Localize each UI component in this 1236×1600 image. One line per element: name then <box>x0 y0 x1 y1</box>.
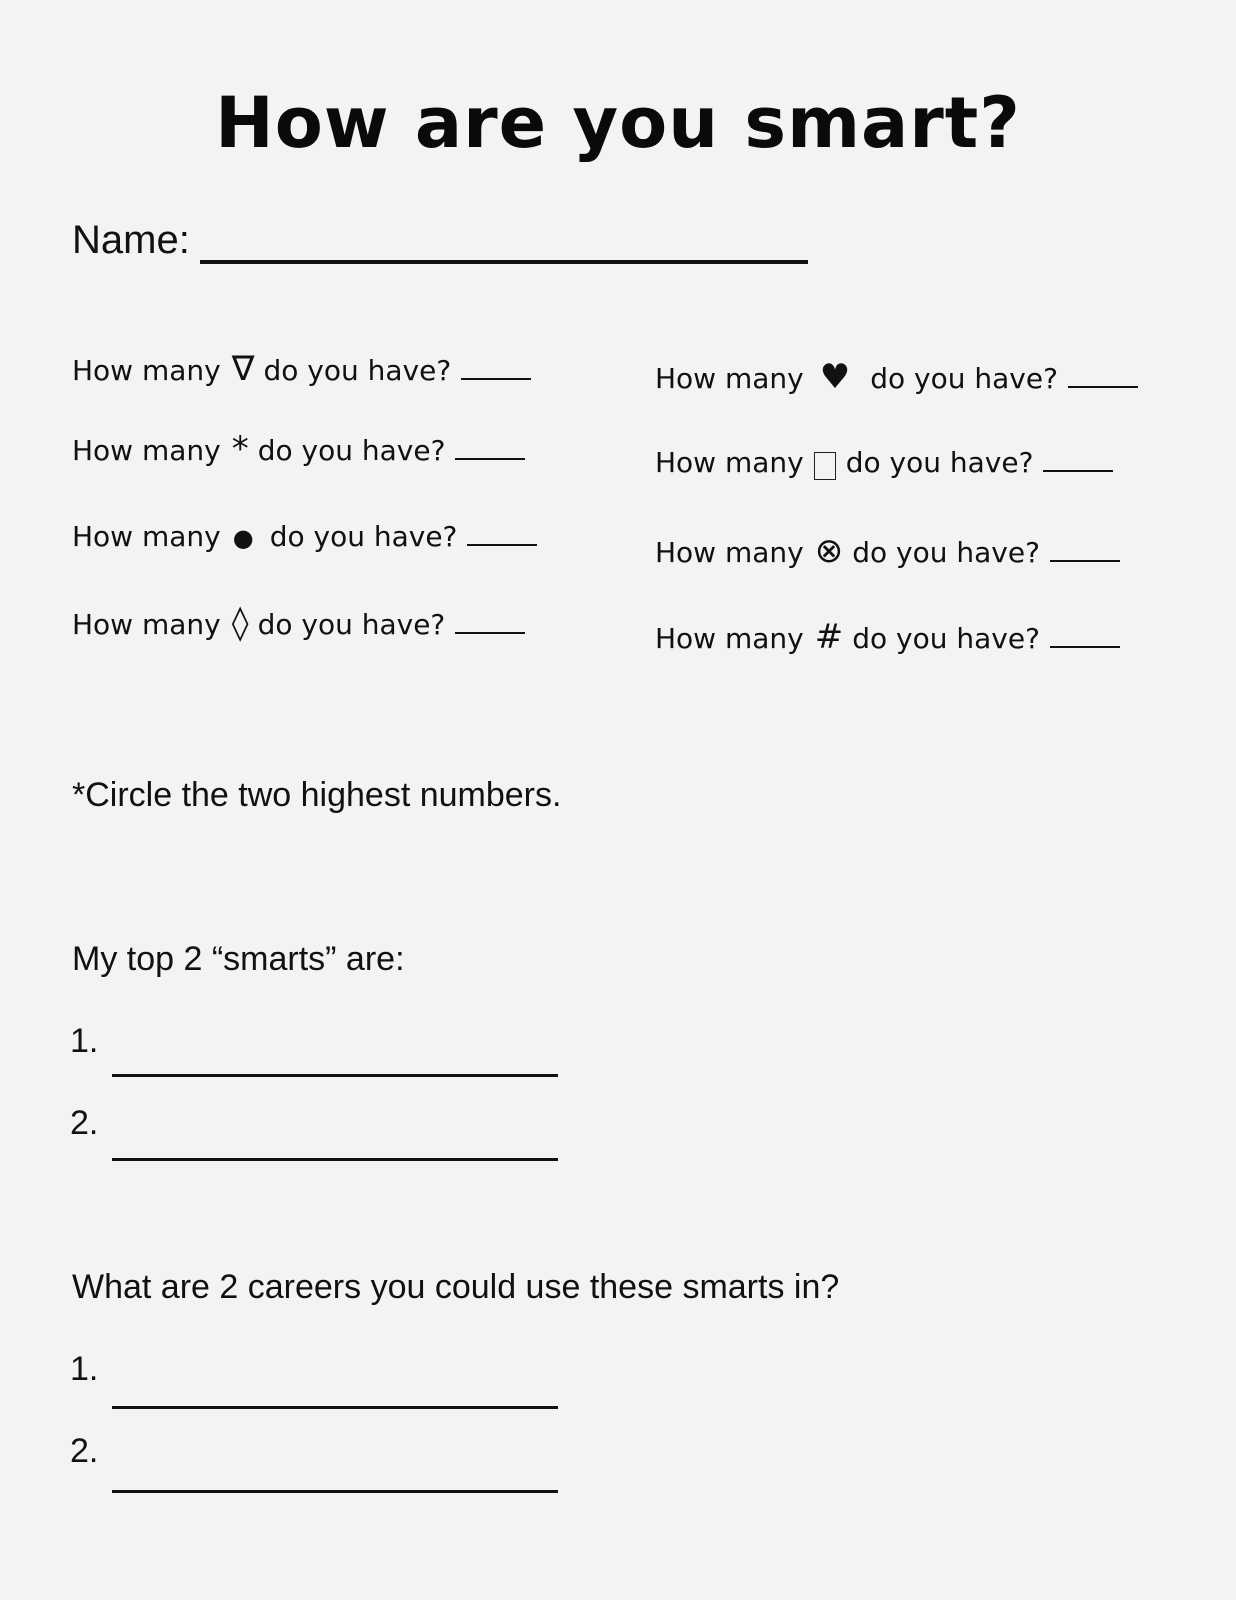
diamond-icon: ◊ <box>231 603 249 643</box>
top-smarts-heading: My top 2 “smarts” are: <box>72 940 405 978</box>
top-smarts-answer-line-2[interactable] <box>112 1158 558 1161</box>
answer-blank[interactable] <box>1043 469 1113 472</box>
nabla-icon: ∇ <box>231 349 255 389</box>
question-prefix: How many <box>655 446 804 479</box>
careers-answer-line-1[interactable] <box>112 1406 558 1409</box>
answer-blank[interactable] <box>455 457 525 460</box>
question-suffix: do you have? <box>845 446 1034 479</box>
careers-heading: What are 2 careers you could use these smarts in? <box>72 1268 840 1306</box>
dot-icon: ● <box>232 524 254 552</box>
question-suffix: do you have? <box>870 362 1058 395</box>
instruction-text: *Circle the two highest numbers. <box>72 776 562 814</box>
question-left-1 <box>72 349 531 389</box>
top-smarts-number-2: 2. <box>70 1104 99 1142</box>
question-suffix: do you have? <box>852 536 1040 569</box>
question-left-3 <box>72 520 537 553</box>
question-suffix: do you have? <box>852 622 1040 655</box>
name-label: Name: <box>72 218 190 262</box>
heart-icon: ♥ <box>819 357 851 397</box>
question-prefix: How many <box>72 434 221 467</box>
question-right-4 <box>655 617 1120 657</box>
name-field-line[interactable] <box>200 260 808 264</box>
question-right-1 <box>655 357 1138 397</box>
question-left-2 <box>72 429 525 469</box>
hash-icon: # <box>814 617 844 657</box>
answer-blank[interactable] <box>1050 559 1120 562</box>
page-title: How are you smart? <box>215 82 1021 164</box>
question-left-4 <box>72 603 525 643</box>
question-prefix: How many <box>72 608 221 641</box>
top-smarts-answer-line-1[interactable] <box>112 1074 558 1077</box>
answer-blank[interactable] <box>461 377 531 380</box>
square-icon <box>814 452 836 480</box>
asterisk-icon: * <box>231 429 249 469</box>
circled-times-icon: ⊗ <box>814 531 844 571</box>
question-prefix: How many <box>655 536 804 569</box>
answer-blank[interactable] <box>455 631 525 634</box>
question-prefix: How many <box>655 622 804 655</box>
question-suffix: do you have? <box>257 434 446 467</box>
question-suffix: do you have? <box>269 520 458 553</box>
question-prefix: How many <box>72 520 221 553</box>
answer-blank[interactable] <box>1050 645 1120 648</box>
question-suffix: do you have? <box>257 608 446 641</box>
question-right-2 <box>655 446 1113 479</box>
answer-blank[interactable] <box>467 543 537 546</box>
answer-blank[interactable] <box>1068 385 1138 388</box>
question-prefix: How many <box>655 362 804 395</box>
careers-number-1: 1. <box>70 1350 99 1388</box>
top-smarts-number-1: 1. <box>70 1022 99 1060</box>
careers-answer-line-2[interactable] <box>112 1490 558 1493</box>
question-suffix: do you have? <box>263 354 452 387</box>
careers-number-2: 2. <box>70 1432 99 1470</box>
question-prefix: How many <box>72 354 221 387</box>
question-right-3 <box>655 531 1120 571</box>
